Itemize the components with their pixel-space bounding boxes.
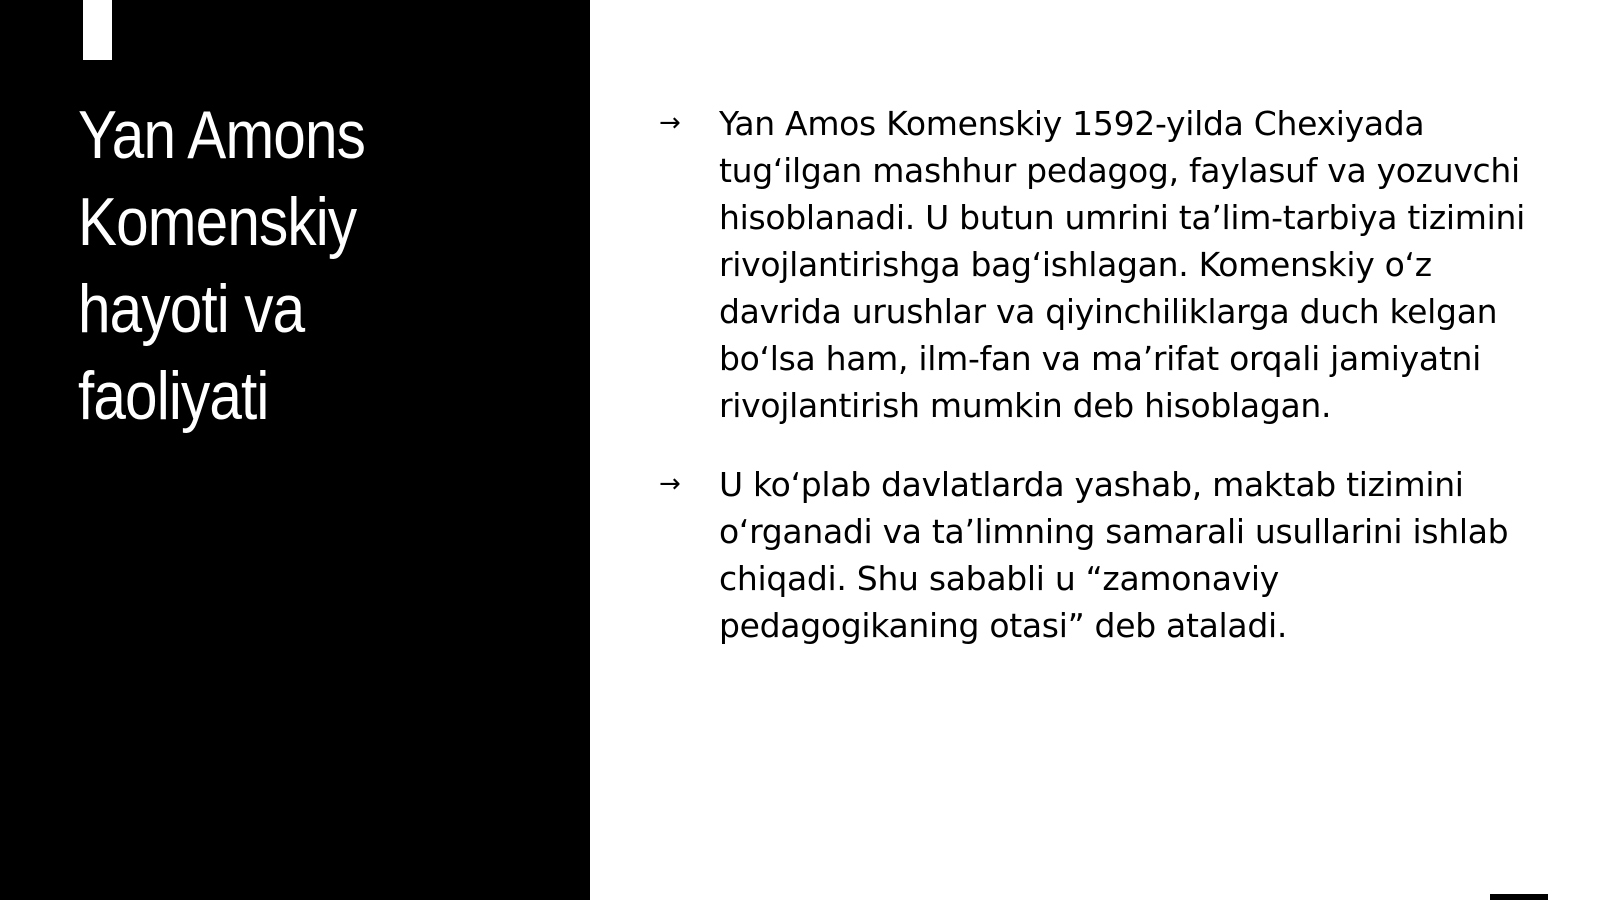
title-line-3: hayoti va xyxy=(78,271,305,347)
title-line-4: faoliyati xyxy=(78,358,269,434)
title-panel xyxy=(0,0,590,900)
bullet-item-legacy xyxy=(655,461,1535,649)
arrow-right-icon: → xyxy=(659,469,681,499)
title-line-1: Yan Amons xyxy=(78,97,366,173)
bullet-text: Yan Amos Komenskiy 1592-yilda Chexiyada tug‘ilgan mashhur pedagog, faylasuf va yozuvchi hisoblanadi. U butun umrini ta’lim-tarbiya tizimini rivojlantirishga bag‘ishlagan. Komenskiy o‘z davrida urushlar va qiyinchiliklarga duch kelgan bo‘lsa ham, ilm-fan va ma’rifat orqali jamiyatni rivojlantirish mumkin deb hisoblagan. xyxy=(719,104,1525,425)
corner-decoration xyxy=(1490,894,1548,900)
bullet-item-biography xyxy=(655,100,1535,429)
bullet-list xyxy=(655,100,1535,681)
bullet-text: U ko‘plab davlatlarda yashab, maktab tizimini o‘rganadi va ta’limning samarali usullarini ishlab chiqadi. Shu sababli u “zamonaviy pedagogikaning otasi” deb ataladi. xyxy=(719,465,1509,645)
accent-bar xyxy=(83,0,112,60)
slide-title xyxy=(78,92,491,440)
title-line-2: Komenskiy xyxy=(78,184,357,260)
arrow-right-icon: → xyxy=(659,108,681,138)
